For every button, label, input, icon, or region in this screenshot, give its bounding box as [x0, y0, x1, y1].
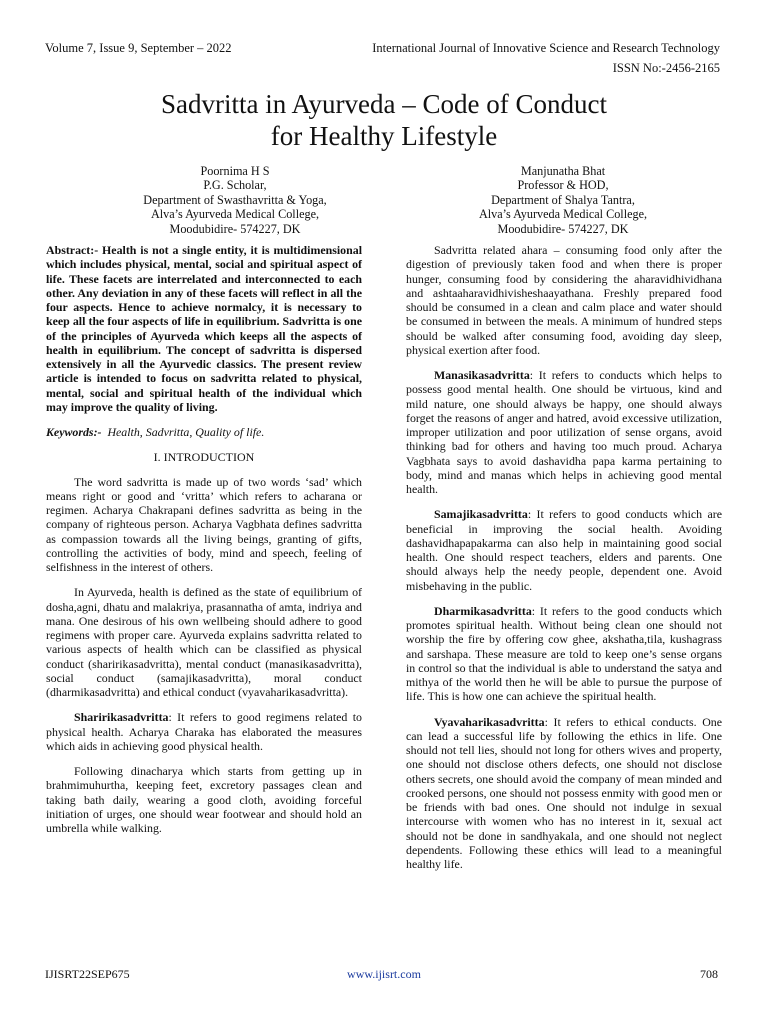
right-column: [406, 243, 722, 882]
title-line-2: for Healthy Lifestyle: [270, 121, 498, 151]
journal-url-link[interactable]: www.ijisrt.com: [347, 967, 421, 981]
abstract: Abstract:- Health is not a single entity, it is multidimensional which includes physical, mental, social and spiritual aspect of life. These facets are interrelated and interconnected to each other. Any deviation in any of these facets will reflect in all the four aspects. Hence to achieve normalcy, it is necessary to keep all the four aspects of life in equilibrium. Sadvritta is one of the principles of Ayurveda which keeps all the aspects of health in equilibrium. The concept of sadvritta is dispersed extensively in all the Ayurvedic classics. The present review article is intended to focus on sadvritta related to physical, mental, social and spiritual health of the individual which may improve the quality of living.: [46, 243, 362, 414]
author-department: Department of Swasthavritta & Yoga,: [143, 192, 327, 207]
paragraph-vyavaharika: [406, 715, 722, 872]
term-manasika: Manasikasadvritta: [434, 368, 530, 382]
author-college: Alva’s Ayurveda Medical College,: [150, 207, 320, 222]
paper-title: [0, 88, 768, 152]
author-role: Professor & HOD,: [517, 178, 609, 193]
page-number: 708: [700, 967, 718, 981]
author-block-1: [95, 164, 375, 236]
keywords: [46, 425, 362, 439]
text-manasika: : It refers to conducts which helps to possess good mental health. One should be virtuous, kind and mild nature, one should always be happy, one should always forget the reasons of anger and hatred, avoid excessive utilization, improper utilization and poor utilization of sense organs, avoid thinking bad for others and having too much proud. Acharya Vagbhata says to avoid dashavidha papa karma pertaining to body, mind and manas which helps in achieving good mental health.: [406, 368, 722, 496]
title-line-1: Sadvritta in Ayurveda – Code of Conduct: [161, 89, 607, 119]
text-sharirika: : It refers to good regimens related to physical health. Acharya Charaka has elaborated the measures which aids in achieving good physical health.: [46, 710, 362, 753]
author-address: Moodubidire- 574227, DK: [497, 221, 629, 236]
section-heading-introduction: I. INTRODUCTION: [153, 450, 255, 465]
author-role: P.G. Scholar,: [203, 178, 267, 193]
left-column: [46, 243, 362, 846]
term-samajika: Samajikasadvritta: [434, 507, 528, 522]
paragraph: The word sadvritta is made up of two words ‘sad’ which means right or good and ‘vritta’ which refers to acharana or regimen. Acharya Chakrapani defines sadvritta as being in the company of righteous person. Acharya Vagbhata defines sadvritta as compassion towards all the living beings, granting of gifts, controlling the activities of body, mind and speech, feeling of selfishness in the interest of others.: [46, 474, 362, 574]
author-name: Poornima H S: [200, 164, 270, 178]
term-sharirika: Sharirikasadvritta: [74, 710, 169, 725]
term-vyavaharika: Vyavaharikasadvritta: [434, 714, 545, 729]
paragraph-samajika: [406, 507, 722, 593]
paper-id: IJISRT22SEP675: [45, 967, 130, 981]
author-name: Manjunatha Bhat: [520, 164, 606, 178]
paragraph-manasika: [406, 368, 722, 496]
paragraph: Following dinacharya which starts from getting up in brahmimuhurtha, keeping feet, excretory passages clean and taking bath daily, wearing a good cloth, avoiding forceful initiation of urges, one should wear footwear and should hold an umbrella while walking.: [46, 764, 362, 835]
author-block-2: [423, 164, 703, 236]
keywords-text: Health, Sadvritta, Quality of life.: [107, 425, 265, 439]
paragraph: Sadvritta related ahara – consuming food only after the digestion of previously taken food and when there is proper hunger, consuming food by considering the aharavidhividhana and ashtaaharavidhivisheshaayathana. Freshly prepared food should be consumed in a clean and calm place and water should be consumed in between the meals. A minimum of hundred steps should be walked after consuming food, avoiding day sleep, physical exertion after food.: [406, 243, 722, 357]
text-samajika: : It refers to good conducts which are beneficial in improving the social health. Avoiding dashavidhapapakarma can also help in maintaining good social health. One should respect teachers, elders and parents. One should always help the needy people, dependent one. Avoid misbehaving in the public.: [406, 507, 722, 593]
text-dharmika: : It refers to the good conducts which promotes spiritual health. Without being clean one should not worship the fire by offering cow ghee, akshatha,tila, kushagrass and sarshapa. These measure are told to keep one’s sense organs in control so that the individual is able to understand the satya and mithya of the world then he will be able to pursue the purpose of life. This is how one can achieve the spiritual health.: [406, 603, 722, 704]
text-vyavaharika: : It refers to ethical conducts. One can lead a successful life by following the ethics in life. One should not tell lies, should not long for others wives and property, one should not disclose others defects, one should not disclose others secrets, one should avoid the company of mean minded and crooked persons, one should not possess enmity with good men or be friends with bad ones. One should not indulge in sexual intercourse with women who has no interest in it, sexual act should not be done in sandhyakala, and one should not neglect dependents. Following these ethics will lead to a meaningful healthy life.: [406, 714, 723, 871]
paragraph-sharirika: [46, 710, 362, 753]
term-dharmika: Dharmikasadvritta: [434, 603, 532, 618]
volume-info: Volume 7, Issue 9, September – 2022: [45, 41, 232, 55]
issn-number: ISSN No:-2456-2165: [612, 61, 720, 75]
paragraph: In Ayurveda, health is defined as the state of equilibrium of dosha,agni, dhatu and malakriya, prasannatha of amta, indriya and mana. One desirous of his own wellbeing should adhere to good regimens with proper care. Ayurveda explains sadvritta related to various aspects of health which can be classified as physical conduct (sharirikasadvritta), mental conduct (manasikasadvritta), social conduct (samajikasadvritta), moral conduct (dharmikasadvritta) and ethical conduct (vyavaharikasadvritta).: [46, 585, 362, 699]
paragraph-dharmika: [406, 604, 722, 704]
author-department: Department of Shalya Tantra,: [491, 192, 635, 207]
author-address: Moodubidire- 574227, DK: [169, 221, 301, 236]
journal-name: International Journal of Innovative Science and Research Technology: [372, 41, 720, 55]
author-college: Alva’s Ayurveda Medical College,: [478, 207, 648, 222]
keywords-label: Keywords:-: [46, 425, 102, 439]
